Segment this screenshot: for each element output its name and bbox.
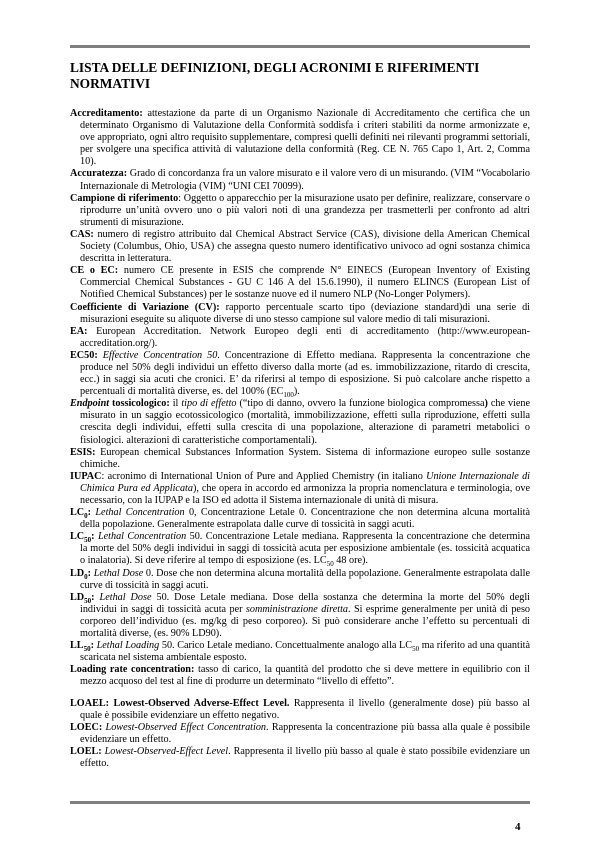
definition-entry: CAS: numero di registro attribuito dal Chemical Abstract Service (CAS), divisione della American Chemical Society (Columbus, Ohio, USA) che assegna questo numero identificativo univoco ad ogni sostanza chimica descritta in letteratura. xyxy=(70,228,530,265)
definition-term: CAS: xyxy=(70,228,94,240)
definition-term: Loading rate concentration: xyxy=(70,664,195,676)
definition-entry: $LC_{50}$: Lethal Concentration 50. Concentrazione Letale mediana. Rappresenta la concentrazione che determina la morte del 50% degli individui in saggi di tossicità acuta per esposizione ambientale (es. tossicità acquatica o inalatoria). Si deve riferire al tempo di esposizione (es. $LC_{50}$ 48 ore). xyxy=(70,531,531,569)
top-rule xyxy=(70,45,530,48)
definition-entry: Endpoint tossicologico: il tipo di effetto (“tipo di danno, ovvero la funzione biologica compromessa) che viene misurato in un saggio ecotossicologico (mortalità, immobilizzazione, effetti sulla riproduzione, effetti sulla crescita degli individui, effetti sulla crescita di una popolazione, alterazione di parametri metabolici o fisiologici. alterazioni di caratteristiche comportamentali). xyxy=(70,398,531,446)
definition-entry: LOEC: Lowest-Observed Effect Concentration. Rappresenta la concentrazione più bassa alla quale è possibile evidenziare un effetto. xyxy=(70,721,531,745)
definition-term: $LL_{50}$: xyxy=(70,640,94,654)
definition-entry: IUPAC: acronimo di International Union of Pure and Applied Chemistry (in italiano Unione Internazionale di Chimica Pura ed Applicata), che opera in accordo ed armonizza la propria nomenclatura e terminologia, ove necessario, con la IUPAP e la ISO ed adotta il Sistema internazionale di unità di misura. xyxy=(70,470,530,506)
definition-term: CE o EC: xyxy=(70,265,119,277)
definition-entry: EC50: Effective Concentration 50. Concentrazione di Effetto mediana. Rappresenta la concentrazione che produce nel 50% degli individui un effetto diverso dalla morte (ad es. immobilizzazione, ritardo di crescita, ecc.) in saggi sia acuti che cronici. E’ da riferirsi al tempo di esposizione. Si può calcolare anche rispetto a percentuali di mortalità diverse, es. del 100% $(EC_{100})$. xyxy=(70,349,530,400)
definition-term: $LC_0$: xyxy=(70,507,92,521)
definition-term: Coefficiente di Variazione (CV): xyxy=(70,301,220,313)
definition-entry: $LD_{50}$: Lethal Dose 50. Dose Letale mediana. Dose della sostanza che determina la morte del 50% degli individui in saggi di tossicità acuta per somministrazione diretta. Si esprime generalmente per unità di peso corporeo dell’individuo (es. mg/kg di peso corporeo). Si può considerare anche l’effetto su percentuali di mortalità diverse, (es. 90% LD90). xyxy=(70,591,531,640)
definition-entry: ESIS: European chemical Substances Information System. Sistema di informazione europeo sulle sostanze chimiche. xyxy=(70,446,530,470)
definition-term: Campione di riferimento xyxy=(70,192,179,204)
definition-term: $LD_0$: xyxy=(70,567,92,581)
definition-entry: Accuratezza: Grado di concordanza fra un valore misurato e il valore vero di un misurando. (VIM “Vocabolario Internazionale di Metrologia (VIM) “UNI CEI 70099). xyxy=(70,168,530,192)
definition-entry: Accreditamento: attestazione da parte di un Organismo Nazionale di Accreditamento che certifica che un determinato Organismo di Valutazione della Conformità soddisfa i criteri stabiliti da norme armonizzate e, ove appropriato, ogni altro requisito supplementare, compresi quelli definiti nei rilevanti programmi settoriali, per svolgere una specifica attività di valutazione della conformità (Reg. CE N. 765 Capo 1, Art. 2, Comma 10). xyxy=(70,108,530,168)
definition-entry: $LD_0$: Lethal Dose 0. Dose che non determina alcuna mortalità della popolazione. Generalmente estrapolata dalle curve di tossicità in saggi acuti. xyxy=(70,567,530,591)
page-number: 4 xyxy=(515,821,521,833)
definition-term: $LD_{50}$: xyxy=(70,591,95,605)
definition-term: $LC_{50}$: xyxy=(70,531,95,545)
definition-term: EC50: xyxy=(70,349,98,361)
definition-entry: Campione di riferimento: Oggetto o apparecchio per la misurazione usato per definire, realizzare, conservare o riprodurre un’unità ovvero uno o più valori noti di una grandezza per trasmetterli per confronto ad altri strumenti di misurazione. xyxy=(70,192,531,228)
definition-entry: $LC_0$: Lethal Concentration 0, Concentrazione Letale 0. Concentrazione che non determina alcuna mortalità della popolazione. Generalmente estrapolata dalle curve di tossicità in saggi acuti. xyxy=(70,507,530,531)
definition-term: Accreditamento: xyxy=(70,108,143,119)
definitions-list xyxy=(70,108,530,770)
definition-term: LOEL: xyxy=(70,745,102,757)
definition-term: EA: xyxy=(70,325,88,337)
definition-term: ESIS: xyxy=(70,446,96,458)
definition-term: Accuratezza: xyxy=(70,168,128,180)
definition-term: LOAEL: Lowest-Observed Adverse-Effect Level. xyxy=(70,697,290,709)
page-title: LISTA DELLE DEFINIZIONI, DEGLI ACRONIMI E RIFERIMENTI NORMATIVI xyxy=(70,60,480,91)
definition-entry: LOEL: Lowest-Observed-Effect Level. Rappresenta il livello più basso al quale è stato possibile evidenziare un effetto. xyxy=(70,745,531,769)
bottom-rule xyxy=(70,801,530,804)
definition-entry: LOAEL: Lowest-Observed Adverse-Effect Level. Rappresenta il livello (generalmente dose) più basso al quale è possibile evidenziare un effetto negativo. xyxy=(70,697,530,721)
definition-entry: EA: European Accreditation. Network Europeo degli enti di accreditamento (http://www.european-accreditation.org/). xyxy=(70,325,530,349)
definition-entry: Coefficiente di Variazione (CV): rapporto percentuale scarto tipo (deviazione standard)di una serie di misurazioni eseguite su aliquote diverse di uno stesso campione sul valore medio di tali misurazioni. xyxy=(70,301,530,325)
definition-entry: $LL_{50}$: Lethal Loading 50. Carico Letale mediano. Concettualmente analogo alla $LC_{50}$ ma riferito ad una quantità scaricata nel sistema ambientale esposto. xyxy=(70,640,530,664)
definition-term: IUPAC xyxy=(70,470,102,482)
definition-term: LOEC: xyxy=(70,721,103,733)
definition-entry: CE o EC: numero CE presente in ESIS che comprende N° EINECS (European Inventory of Existing Commercial Chemical Substances - GU C 146 A del 15.6.1990), il numero ELINCS (European List of Notified Chemical Substances) per le sostanze nuove ed il numero NLP (No-Longer Polymers). xyxy=(70,265,530,301)
definition-entry: Loading rate concentration: tasso di carico, la quantità del prodotto che si deve mettere in equilibrio con il mezzo acquoso del test al fine di produrre un determinato “livello di effetto”. xyxy=(70,664,530,688)
definition-term: Endpoint tossicologico: xyxy=(70,398,170,410)
